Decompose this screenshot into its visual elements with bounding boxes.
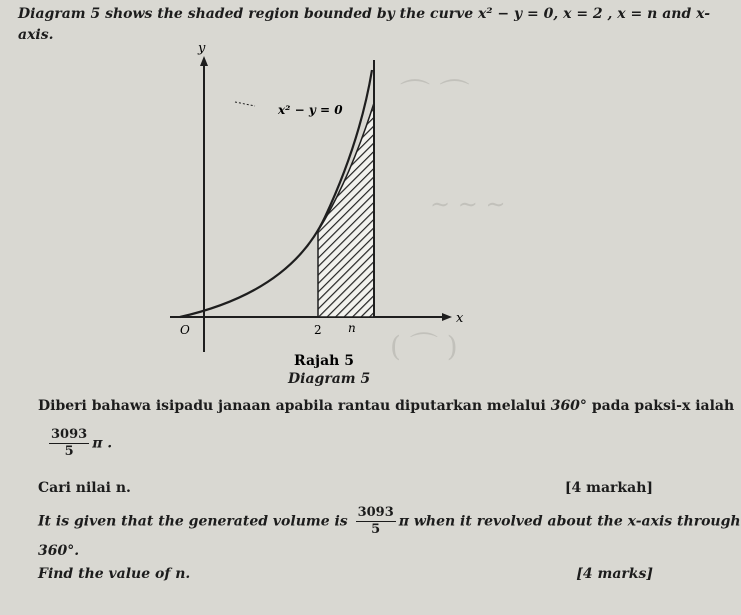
curve-equation: x² − y = 0 <box>478 6 554 22</box>
background-scribble: ( ⌒ ) <box>390 330 458 363</box>
tick-label-n: n <box>348 321 356 335</box>
y-axis-label: y <box>198 41 206 56</box>
malay-angle: 360° <box>550 398 587 414</box>
malay-marks: [4 markah] <box>564 480 653 496</box>
english-angle: 360°. <box>38 543 80 559</box>
shaded-region <box>318 103 374 317</box>
background-scribble: ⌒ ⌒ <box>400 78 470 113</box>
malay-fraction <box>49 427 89 460</box>
english-given <box>38 505 741 538</box>
x-axis-arrow <box>442 313 452 321</box>
english-find: Find the value of n. <box>38 566 191 582</box>
english-marks: [4 marks] <box>576 566 653 582</box>
malay-fraction-numerator: 3093 <box>51 427 88 442</box>
axis-word: axis. <box>18 27 54 43</box>
malay-given-text: Diberi bahawa isipadu janaan apabila rantau diputarkan melalui <box>38 398 546 414</box>
caption-english: Diagram 5 <box>288 371 371 387</box>
diagram-5 <box>160 42 480 372</box>
english-fraction-denominator: 5 <box>371 522 381 537</box>
english-fraction-numerator: 3093 <box>357 505 394 520</box>
malay-find: Cari nilai n. <box>38 480 131 496</box>
malay-given <box>38 398 734 414</box>
caption-malay: Rajah 5 <box>294 353 354 369</box>
origin-label: O <box>180 323 190 337</box>
y-axis-arrow <box>200 56 208 66</box>
malay-fraction-denominator: 5 <box>64 444 74 459</box>
intro-tail: and x- <box>662 6 711 22</box>
background-scribble: ∼ ∼ ∼ <box>430 190 506 218</box>
malay-pi: π . <box>92 435 113 452</box>
malay-given-tail: pada paksi-x ialah <box>591 398 735 414</box>
x-axis-label: x <box>456 311 464 326</box>
curve-label-pointer <box>235 102 255 106</box>
question-intro <box>18 6 710 22</box>
english-fraction <box>356 505 396 538</box>
intro-text: Diagram 5 shows the shaded region bounded by the curve <box>18 6 474 22</box>
english-given-tail: π when it revolved about the x-axis through <box>398 513 741 530</box>
tick-label-2: 2 <box>314 323 322 337</box>
english-given-text: It is given that the generated volume is <box>38 513 348 530</box>
malay-volume <box>46 427 112 460</box>
curve-label: x² − y = 0 <box>278 103 343 117</box>
bounds-text: , x = 2 , x = n <box>553 6 658 22</box>
